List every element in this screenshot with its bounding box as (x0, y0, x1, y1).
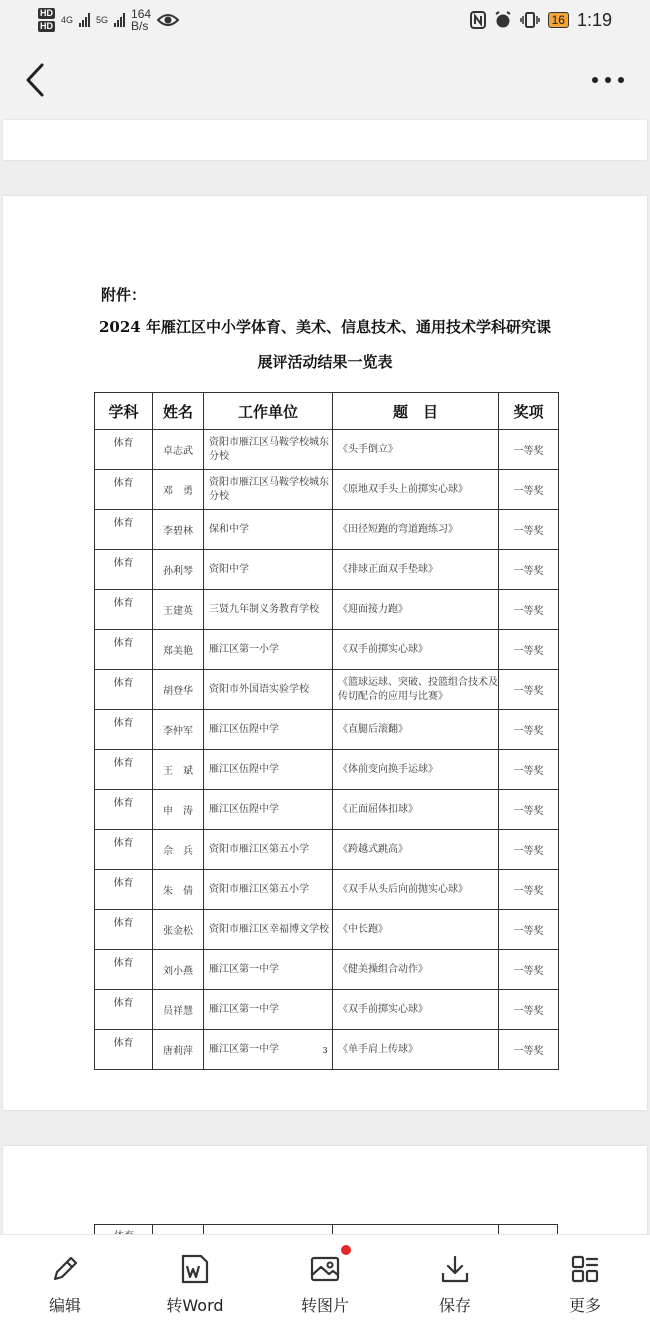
chevron-left-icon (20, 62, 54, 98)
document-page-next (3, 1146, 647, 1246)
convert-word-button[interactable] (135, 1235, 255, 1327)
results-table (94, 392, 559, 1070)
cell-award: 一等奖 (499, 790, 559, 830)
hd-indicators (38, 8, 55, 32)
cell-unit: 资阳市外国语实验学校 (204, 670, 333, 710)
cell-award: 一等奖 (499, 630, 559, 670)
header-name: 姓名 (153, 393, 204, 430)
cell-unit: 雁江区伍隍中学 (204, 750, 333, 790)
cell-topic: 《正面屈体扣球》 (333, 790, 499, 830)
signal-strength-icon (79, 13, 90, 27)
cell-subject: 体育 (95, 670, 153, 710)
table-row (95, 830, 559, 870)
edit-label: 编辑 (48, 1296, 81, 1315)
alarm-icon (494, 11, 512, 29)
table-row (95, 590, 559, 630)
vibrate-icon (520, 11, 540, 29)
cell-award: 一等奖 (499, 590, 559, 630)
clock-time: 1:19 (576, 9, 612, 30)
cell-award: 一等奖 (499, 670, 559, 710)
cell-topic: 《健美操组合动作》 (333, 950, 499, 990)
table-row (95, 990, 559, 1030)
cell-subject: 体育 (95, 950, 153, 990)
table-row (95, 870, 559, 910)
cell-subject: 体育 (95, 550, 153, 590)
cell-topic: 《双手前掷实心球》 (333, 630, 499, 670)
hd-badge-2: HD (40, 21, 53, 31)
cell-topic: 《跨越式跳高》 (333, 830, 499, 870)
more-dots-icon (588, 68, 628, 92)
status-left (38, 4, 179, 36)
cell-name: 张金松 (153, 910, 204, 950)
cell-topic: 《原地双手头上前掷实心球》 (333, 470, 499, 510)
cell-name: 朱 倩 (153, 870, 204, 910)
cell-award: 一等奖 (499, 1030, 559, 1070)
cell-subject: 体育 (95, 430, 153, 470)
cell-subject: 体育 (95, 750, 153, 790)
cell-unit: 资阳市雁江区马鞍学校城东分校 (204, 430, 333, 470)
cell-name: 卓志武 (153, 430, 204, 470)
cell-name: 唐莉萍 (153, 1030, 204, 1070)
cell-topic: 《中长跑》 (333, 910, 499, 950)
cell-unit: 雁江区第一小学 (204, 630, 333, 670)
cell-unit: 雁江区伍隍中学 (204, 790, 333, 830)
cell-award: 一等奖 (499, 550, 559, 590)
cell-unit: 资阳市雁江区马鞍学校城东分校 (204, 470, 333, 510)
cell-unit: 三贤九年制义务教育学校 (204, 590, 333, 630)
hd-badge-1: HD (40, 8, 53, 18)
table-row (95, 670, 559, 710)
table-row (95, 710, 559, 750)
cell-topic: 《排球正面双手垫球》 (333, 550, 499, 590)
cell-award: 一等奖 (499, 830, 559, 870)
bottom-toolbar (0, 1234, 650, 1327)
speed-value: 164 (131, 7, 152, 21)
convert-image-label: 转图片 (300, 1296, 349, 1315)
cell-name: 李碧林 (153, 510, 204, 550)
cell-unit: 资阳市雁江区第五小学 (204, 830, 333, 870)
cell-topic: 《迎面接力跑》 (333, 590, 499, 630)
cell-subject: 体育 (95, 990, 153, 1030)
image-convert-icon (309, 1253, 341, 1285)
cell-name: 申 涛 (153, 790, 204, 830)
cell-subject: 体育 (95, 910, 153, 950)
document-title-line-1: 2024 年雁江区中小学体育、美术、信息技术、通用技术学科研究课 (99, 318, 551, 336)
cell-subject: 体育 (95, 510, 153, 550)
table-row (95, 950, 559, 990)
cell-award: 一等奖 (499, 870, 559, 910)
download-save-icon (439, 1253, 471, 1285)
convert-image-button[interactable] (265, 1235, 385, 1327)
cell-topic: 《双手从头后向前抛实心球》 (333, 870, 499, 910)
cell-name: 佘 兵 (153, 830, 204, 870)
more-options-button[interactable] (588, 68, 628, 92)
notification-dot (341, 1245, 351, 1255)
cell-topic: 《单手肩上传球》 (333, 1030, 499, 1070)
cell-name: 员祥慧 (153, 990, 204, 1030)
cell-unit: 资阳市雁江区第五小学 (204, 870, 333, 910)
header-award: 奖项 (499, 393, 559, 430)
back-button[interactable] (20, 62, 54, 98)
table-row (95, 510, 559, 550)
cell-topic: 《双手前掷实心球》 (333, 990, 499, 1030)
cell-subject: 体育 (95, 590, 153, 630)
cell-subject: 体育 (95, 470, 153, 510)
cell-subject: 体育 (95, 870, 153, 910)
cell-topic: 《田径短跑的弯道跑练习》 (333, 510, 499, 550)
cell-unit: 资阳市雁江区幸福博文学校 (204, 910, 333, 950)
more-button[interactable] (525, 1235, 645, 1327)
cell-unit: 雁江区伍隍中学 (204, 710, 333, 750)
word-file-icon (179, 1253, 211, 1285)
save-label: 保存 (438, 1296, 471, 1315)
cell-award: 一等奖 (499, 510, 559, 550)
battery-icon: 16 (548, 12, 569, 28)
signal-strength-icon-2 (114, 13, 125, 27)
cell-award: 一等奖 (499, 990, 559, 1030)
cell-topic: 《直腿后滚翻》 (333, 710, 499, 750)
cell-topic: 《头手倒立》 (333, 430, 499, 470)
table-row (95, 550, 559, 590)
table-row (95, 910, 559, 950)
cell-subject: 体育 (95, 710, 153, 750)
cell-award: 一等奖 (499, 470, 559, 510)
cell-unit: 雁江区第一中学 (204, 990, 333, 1030)
document-page-previous (3, 120, 647, 160)
cell-subject: 体育 (95, 790, 153, 830)
cell-award: 一等奖 (499, 950, 559, 990)
cell-unit: 雁江区第一中学 (204, 950, 333, 990)
cell-award: 一等奖 (499, 750, 559, 790)
status-bar (0, 0, 650, 40)
cell-subject: 体育 (95, 630, 153, 670)
table-row (95, 470, 559, 510)
convert-word-label: 转Word (166, 1296, 224, 1315)
pen-edit-icon (49, 1253, 81, 1285)
cell-name: 刘小燕 (153, 950, 204, 990)
document-title-line-2: 展评活动结果一览表 (257, 353, 393, 371)
grid-more-icon (569, 1253, 601, 1285)
network-speed (131, 8, 151, 32)
speed-unit: B/s (131, 19, 149, 33)
cell-award: 一等奖 (499, 430, 559, 470)
edit-button[interactable] (5, 1235, 125, 1327)
header-unit: 工作单位 (204, 393, 333, 430)
cell-subject: 体育 (95, 1030, 153, 1070)
annex-label: 附件： (101, 286, 147, 304)
cell-name: 胡登华 (153, 670, 204, 710)
cell-topic: 《体前变向换手运球》 (333, 750, 499, 790)
save-button[interactable] (395, 1235, 515, 1327)
document-page-3 (3, 196, 647, 1110)
cell-unit: 资阳中学 (204, 550, 333, 590)
more-label: 更多 (568, 1296, 601, 1315)
cell-award: 一等奖 (499, 710, 559, 750)
table-row (95, 790, 559, 830)
header-topic: 题 目 (333, 393, 499, 430)
cell-unit: 保和中学 (204, 510, 333, 550)
cell-subject: 体育 (95, 830, 153, 870)
network-4g-label: 4G (61, 15, 74, 25)
cell-name: 李仲军 (153, 710, 204, 750)
cell-name: 邓 勇 (153, 470, 204, 510)
table-row (95, 630, 559, 670)
nfc-icon (470, 11, 486, 29)
cell-award: 一等奖 (499, 910, 559, 950)
status-right (470, 8, 612, 32)
page-number: 3 (322, 1046, 328, 1055)
table-header-row (95, 393, 559, 430)
cell-name: 王 斌 (153, 750, 204, 790)
top-nav-bar (0, 40, 650, 120)
cell-name: 王建英 (153, 590, 204, 630)
table-row (95, 750, 559, 790)
cell-unit: 雁江区第一中学 (204, 1030, 333, 1070)
network-5g-label: 5G (96, 15, 109, 25)
eye-icon (157, 12, 179, 28)
table-row (95, 430, 559, 470)
cell-name: 孙利琴 (153, 550, 204, 590)
header-subject: 学科 (95, 393, 153, 430)
cell-topic: 《篮球运球、突破、投篮组合技术及传切配合的应用与比赛》 (333, 670, 499, 710)
cell-name: 郑美艳 (153, 630, 204, 670)
